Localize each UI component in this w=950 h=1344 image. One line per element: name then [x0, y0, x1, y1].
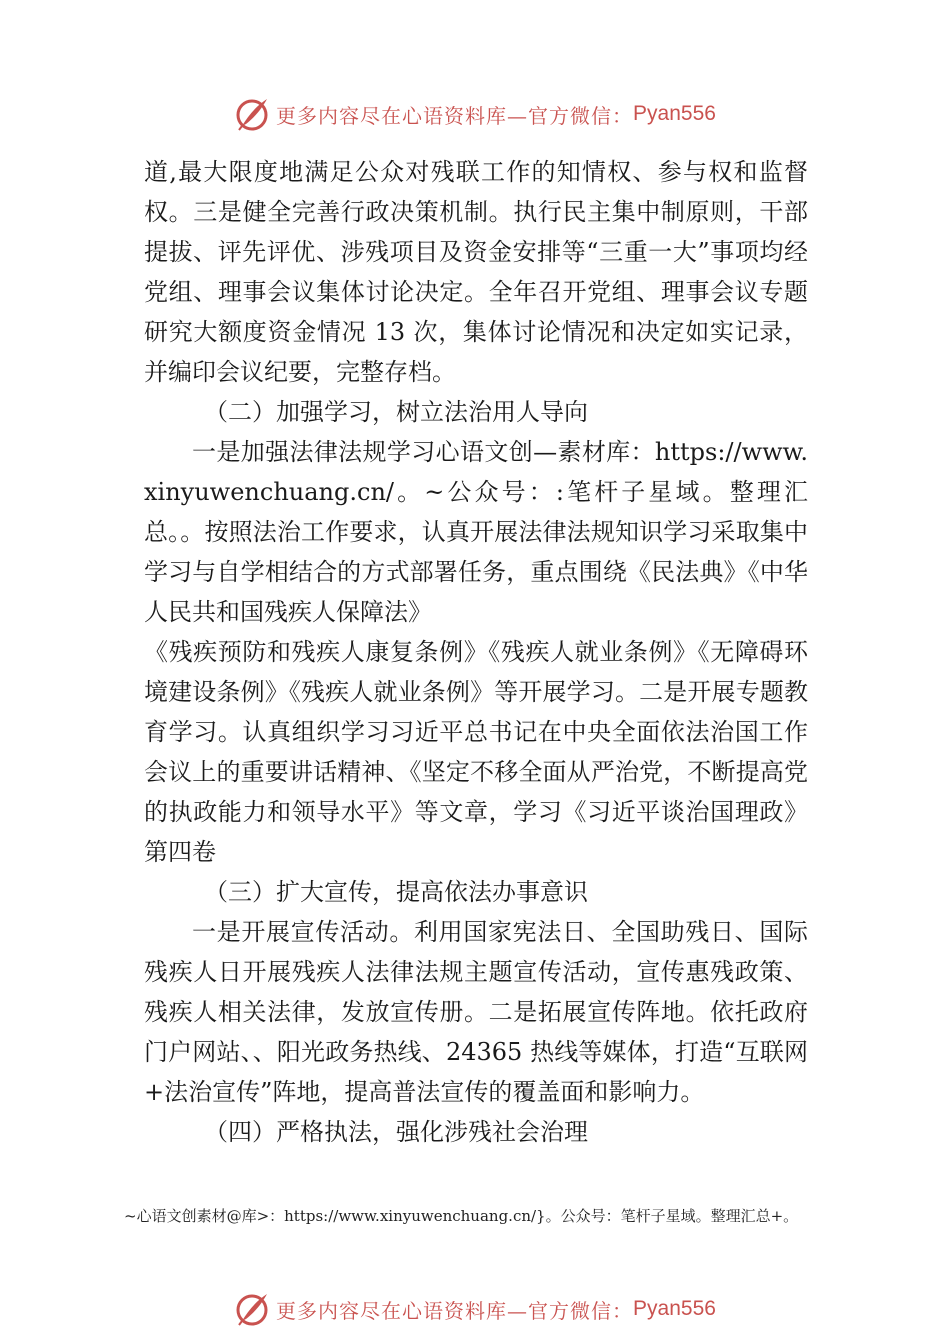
footer-banner	[0, 1287, 950, 1331]
paragraph-1: 道,最大限度地满足公众对残联工作的知情权、参与权和监督权。三是健全完善行政决策机制。执行民主集中制原则，干部提拔、评先评优、涉残项目及资金安排等“三重一大”事项均经党组、理事会议集体讨论决定。全年召开党组、理事会议专题研究大额度资金情况 13 次，集体讨论情况和决定如实记录，并编印会议纪要，完整存档。	[144, 158, 808, 386]
paragraph-2: 一是加强法律法规学习心语文创—素材库：https://www.xinyuwenchuang.cn/。~公众号：:笔杆子星域。整理汇总。。按照法治工作要求，认真开展法律法规知识学习采取集中学习与自学相结合的方式部署任务，重点围绕《民法典》《中华人民共和国残疾人保障法》	[144, 438, 808, 626]
section-heading-3: （三）扩大宣传，提高依法办事意识	[204, 878, 588, 906]
header-banner	[0, 92, 950, 136]
banner-wechat-id: Pyan556	[633, 102, 716, 125]
banner-wechat-id: Pyan556	[633, 1297, 716, 1320]
document-body	[144, 152, 808, 1152]
section-heading-2: （二）加强学习，树立法治用人导向	[204, 398, 588, 426]
banner-text: 更多内容尽在心语资料库—官方微信：	[276, 103, 634, 128]
quill-pen-logo-icon	[234, 96, 270, 132]
banner-text: 更多内容尽在心语资料库—官方微信：	[276, 1298, 634, 1323]
paragraph-4: 一是开展宣传活动。利用国家宪法日、全国助残日、国际残疾人日开展残疾人法律法规主题宣传活动，宣传惠残政策、残疾人相关法律，发放宣传册。二是拓展宣传阵地。依托政府门户网站、、阳光政务热线、24365 热线等媒体，打造“互联网+法治宣传”阵地，提高普法宣传的覆盖面和影响力。	[144, 918, 808, 1106]
footer-note: ~心语文创素材@库>：https://www.xinyuwenchuang.cn/}。公众号：笔杆子星域。整理汇总+。	[124, 1207, 799, 1225]
quill-pen-logo-icon	[234, 1291, 270, 1327]
paragraph-3: 《残疾预防和残疾人康复条例》《残疾人就业条例》《无障碍环境建设条例》《残疾人就业条例》等开展学习。二是开展专题教育学习。认真组织学习习近平总书记在中央全面依法治国工作会议上的重要讲话精神、《坚定不移全面从严治党，不断提高党的执政能力和领导水平》等文章，学习《习近平谈治国理政》第四卷	[144, 638, 808, 866]
section-heading-4: （四）严格执法，强化涉残社会治理	[204, 1118, 588, 1146]
